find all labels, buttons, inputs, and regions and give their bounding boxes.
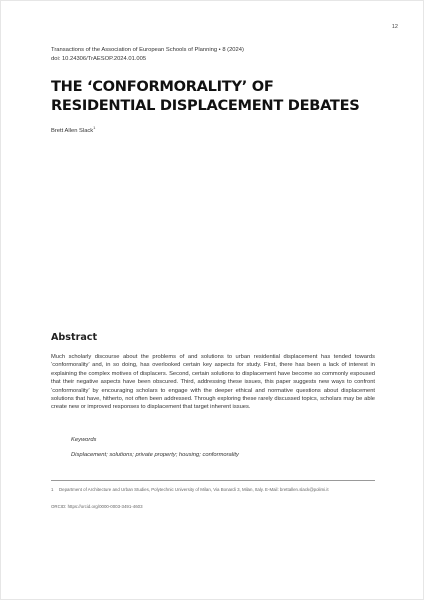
journal-line: Transactions of the Association of European Schools of Planning • 8 (2024) xyxy=(51,47,244,53)
page-number: 12 xyxy=(391,24,398,30)
author-name: Brett Allen Slack xyxy=(51,127,94,134)
abstract-heading: Abstract xyxy=(51,332,98,343)
footnote xyxy=(51,487,371,493)
keywords-text: Displacement; solutions; private property; housing; conformorality xyxy=(71,452,239,458)
doi-line[interactable]: doi: 10.24306/TrAESOP.2024.01.005 xyxy=(51,55,147,62)
footnote-number: 1 xyxy=(51,487,54,492)
footnote-text: Department of Architecture and Urban Studies, Polytechnic University of Milan, Via Bonardi 3, Milan, Italy. E-Mail: brettallen.slack@polimi.it xyxy=(59,487,329,492)
orcid-link[interactable]: ORCID: https://orcid.org/0000-0003-3491-4603 xyxy=(51,504,143,509)
abstract-text: Much scholarly discourse about the problems of and solutions to urban residential displacement has tended towards ‘conformorality’ and, in so doing, has overlooked certain key aspects for study. First, there has been a lack of interest in explaining the complex motives of displacers. Second, certain solutions to displacement have become so commonly espoused that their negative aspects have been obscured. Third, addressing these issues, this paper suggests new ways to confront ‘conformorality’ by encouraging scholars to engage with the deeper ethical and normative questions about displacement solutions that have, hitherto, not often been addressed. Through exploring these rarely discussed topics, scholars may be able create new or improved responses to displacement that target inherent issues. xyxy=(51,354,375,411)
author-affiliation-marker: 1 xyxy=(93,126,96,130)
keywords-label: Keywords xyxy=(71,437,97,443)
footnote-divider xyxy=(51,480,375,481)
journal-header xyxy=(51,46,373,63)
author-line xyxy=(51,126,95,134)
paper-title: THE ‘CONFORMORALITY’ OF RESIDENTIAL DISPLACEMENT DEBATES xyxy=(51,78,360,114)
